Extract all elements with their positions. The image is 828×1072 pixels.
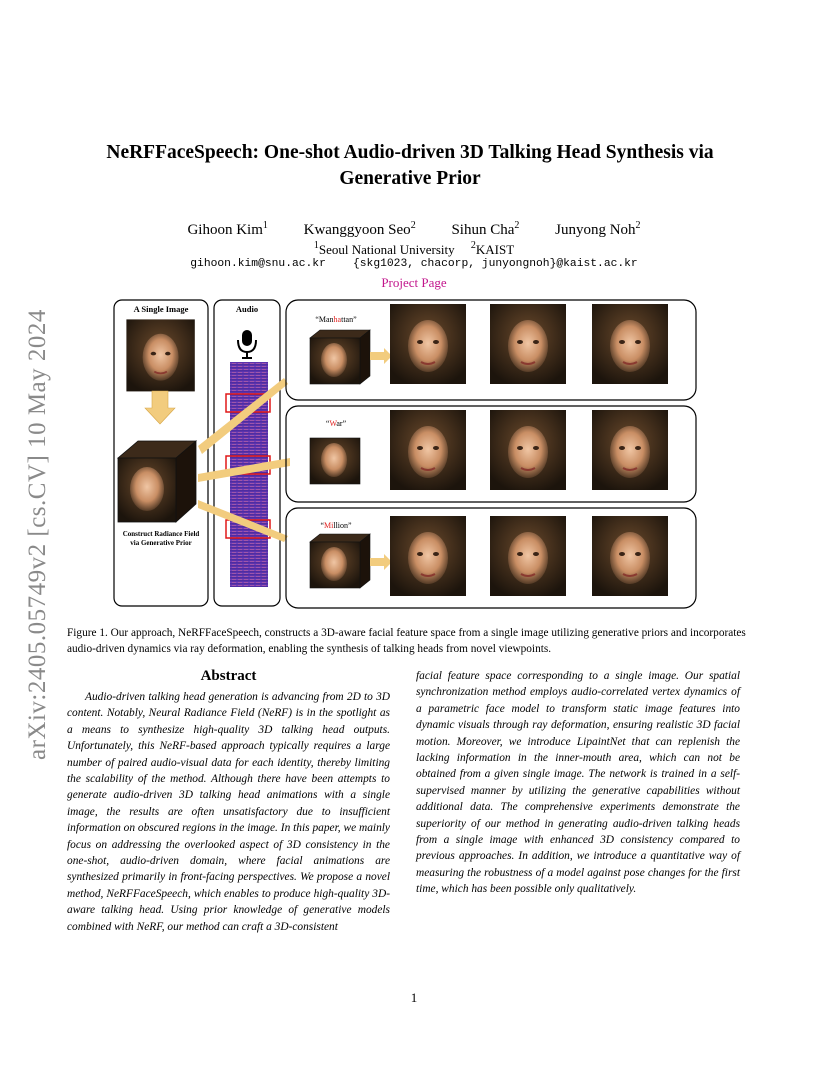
label-audio: Audio	[235, 304, 259, 314]
word-million: “Million”	[320, 521, 352, 530]
abstract-column-left	[67, 668, 390, 935]
figure-caption: Figure 1. Our approach, NeRFFaceSpeech, constructs a 3D-aware facial feature space from a single image utilizing generative priors and incorporates audio-driven dynamics via ray deformation, enabling the synthesis of talking heads from novel viewpoints.	[67, 627, 746, 655]
radiance-cube	[118, 441, 196, 522]
paper-title	[60, 140, 760, 192]
microphone-icon	[238, 330, 256, 359]
author: Kwanggyoon Seo$^2$	[303, 220, 416, 238]
output-frame	[390, 410, 466, 490]
author: Sihun Cha$^2$	[451, 220, 520, 238]
abstract-text-left: Audio-driven talking head generation is advancing from 2D to 3D content. Notably, Neural Radiance Field (NeRF) is in the spotlight as a means to synthesize high-quality 3D talking head outputs. Unfortunately, this NeRF-based approach typically requires a large number of paired audio-visual data for each identity, thereby limiting the scalability of the method. Although there have been attempts to generate audio-driven 3D talking head animations with a single image, the results are often unsatisfactory due to insufficient information on obscured regions in the image. In this paper, we mainly focus on addressing the overlooked aspect of 3D consistency in the one-shot, audio-driven domain, where facial animations are synthesized primarily in front-facing perspectives. We propose a novel method, NeRFFaceSpeech, which enables to produce high-quality 3D-aware talking head. Using prior knowledge of generative models combined with NeRF, our method can craft a 3D-consistent	[67, 691, 390, 933]
output-frame	[390, 516, 466, 596]
affiliations: $^1$Seoul National University $^2$KAIST	[313, 240, 515, 257]
output-frame	[390, 304, 466, 384]
author-emails: gihoon.kim@snu.ac.kr {skg1023, chacorp, junyongnoh}@kaist.ac.kr	[190, 258, 638, 270]
affiliation-name: Seoul National University	[318, 242, 455, 257]
output-frame	[592, 516, 668, 596]
title-line-2: Generative Prior	[339, 168, 481, 189]
label-single-image: A Single Image	[133, 304, 189, 314]
output-frame	[592, 410, 668, 490]
arxiv-identifier: arXiv:2405.05749v2 [cs.CV] 10 May 2024	[24, 309, 51, 760]
project-page-link[interactable]: Project Page	[381, 275, 447, 290]
author-list	[60, 220, 768, 239]
row-2	[286, 406, 696, 502]
teaser-figure	[112, 296, 700, 612]
row-1	[286, 300, 696, 400]
output-frame	[490, 304, 566, 384]
title-line-1: NeRFFaceSpeech: One-shot Audio-driven 3D Talking Head Synthesis via	[106, 142, 714, 163]
abstract-heading: Abstract	[200, 668, 257, 684]
down-arrow	[145, 391, 175, 424]
page-number: 1	[410, 990, 418, 1005]
affiliation-name: KAIST	[475, 242, 515, 257]
input-portrait	[126, 319, 194, 391]
abstract-column-right	[416, 668, 740, 898]
word-manhattan: “Manhattan”	[315, 315, 357, 324]
author: Junyong Noh$^2$	[555, 220, 641, 238]
abstract-text-right: facial feature space corresponding to a single image. Our spatial synchronization method employs audio-correlated vertex dynamics of a parametric face model to transform static image features into dynamic visuals through ray deformation, ensuring realistic 3D facial motion. Moreover, we introduce LipaintNet that can replenish the lacking information in the inner-mouth area, which can not be obtained from a given single image. The network is trained in a self-supervised manner by utilizing the generative capabilities without additional data. The comprehensive experiments demonstrate the superiority of our method in generating audio-driven talking heads from a single image with enhanced 3D consistency compared to previous approaches. In addition, we introduce a quantitative way of measuring the robustness of a model against pose changes for the first time, which has been possible only qualitatively.	[416, 670, 740, 896]
author: Gihoon Kim$^1$	[187, 220, 268, 238]
row-3	[286, 508, 696, 608]
label-construct-line1: Construct Radiance Field	[122, 530, 200, 538]
word-war: “War”	[325, 419, 347, 428]
label-construct-line2: via Generative Prior	[130, 539, 192, 547]
output-frame	[490, 410, 566, 490]
output-frame	[592, 304, 668, 384]
output-frame	[490, 516, 566, 596]
figure-diagram	[112, 296, 700, 612]
